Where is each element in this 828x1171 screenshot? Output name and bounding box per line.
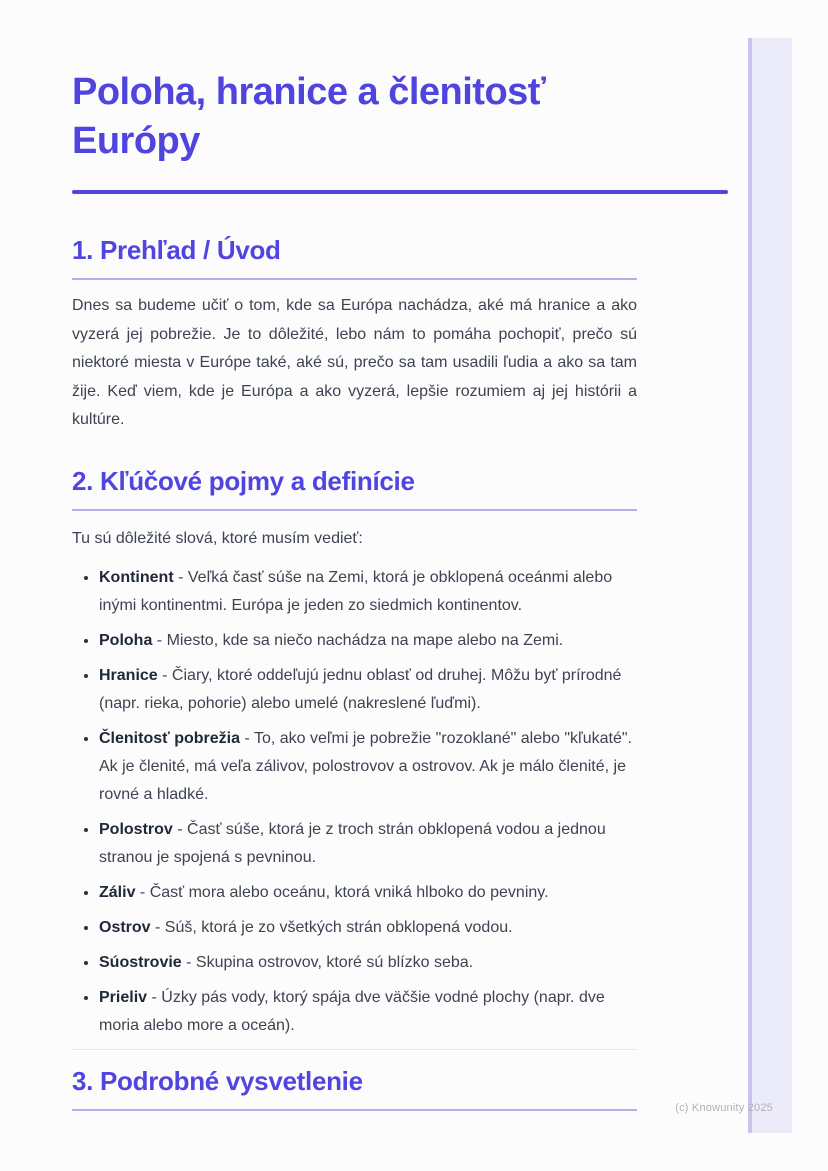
- section-overview: [72, 235, 637, 435]
- term-definition: - Časť súše, ktorá je z troch strán obklopená vodou a jednou stranou je spojená s pevninou.: [99, 820, 606, 866]
- term-item-suostrovie: [99, 949, 637, 977]
- term-label: Členitosť pobrežia: [99, 729, 241, 747]
- term-definition: - Časť mora alebo oceánu, ktorá vniká hlboko do pevniny.: [139, 883, 549, 901]
- key-terms-list: [72, 564, 637, 1040]
- copyright-footer: (c) Knowunity 2025: [675, 1102, 773, 1114]
- term-item-hranice: [99, 662, 637, 718]
- term-item-polostrov: [99, 816, 637, 872]
- term-label: Súostrovie: [99, 953, 182, 971]
- title-divider: [72, 190, 728, 194]
- term-definition: - To, ako veľmi je pobrežie "rozoklané" alebo "kľukaté". Ak je členité, má veľa zálivov, polostrovov a ostrovov. Ak je málo členité, je rovné a hladké.: [99, 729, 632, 803]
- term-label: Prieliv: [99, 988, 148, 1006]
- term-definition: - Veľká časť súše na Zemi, ktorá je obklopená oceánmi alebo inými kontinentmi. Európa je jeden zo siedmich kontinentov.: [99, 568, 613, 614]
- term-definition: - Úzky pás vody, ktorý spája dve väčšie vodné plochy (napr. dve moria alebo more a oceán).: [99, 988, 605, 1034]
- section-divider: [72, 1049, 637, 1050]
- term-label: Ostrov: [99, 918, 151, 936]
- term-label: Polostrov: [99, 820, 173, 838]
- term-label: Záliv: [99, 883, 136, 901]
- overview-paragraph: Dnes sa budeme učiť o tom, kde sa Európa nachádza, aké má hranice a ako vyzerá jej pobrežie. Je to dôležité, lebo nám to pomáha pochopiť, prečo sú niektoré miesta v Európe také, aké sú, prečo sa tam usadili ľudia a ako sa tam žije. Keď viem, kde je Európa a ako vyzerá, lepšie rozumiem aj jej histórii a kultúre.: [72, 297, 637, 428]
- term-item-poloha: [99, 627, 637, 655]
- page-title: Poloha, hranice a členitosť Európy: [72, 71, 546, 162]
- term-label: Hranice: [99, 666, 158, 684]
- term-definition: - Čiary, ktoré oddeľujú jednu oblasť od druhej. Môžu byť prírodné (napr. rieka, pohorie) alebo umelé (nakreslené ľuďmi).: [99, 666, 622, 712]
- term-definition: - Miesto, kde sa niečo nachádza na mape alebo na Zemi.: [156, 631, 564, 649]
- term-item-kontinent: [99, 564, 637, 620]
- term-item-clenitost-pobrezia: [99, 725, 637, 809]
- section-overview-heading: 1. Prehľad / Úvod: [72, 235, 637, 280]
- section-details-heading: 3. Podrobné vysvetlenie: [72, 1066, 637, 1111]
- right-accent-bar: [748, 38, 792, 1133]
- document-content: [72, 0, 637, 1111]
- key-terms-lead: Tu sú dôležité slová, ktoré musím vedieť:: [72, 529, 363, 547]
- term-label: Kontinent: [99, 568, 174, 586]
- term-item-prieliv: [99, 984, 637, 1040]
- term-label: Poloha: [99, 631, 153, 649]
- term-item-zaliv: [99, 879, 637, 907]
- term-definition: - Skupina ostrovov, ktoré sú blízko seba.: [186, 953, 474, 971]
- term-definition: - Súš, ktorá je zo všetkých strán obklopená vodou.: [155, 918, 513, 936]
- term-item-ostrov: [99, 914, 637, 942]
- section-key-terms: [72, 466, 637, 1040]
- section-key-terms-heading: 2. Kľúčové pojmy a definície: [72, 466, 637, 511]
